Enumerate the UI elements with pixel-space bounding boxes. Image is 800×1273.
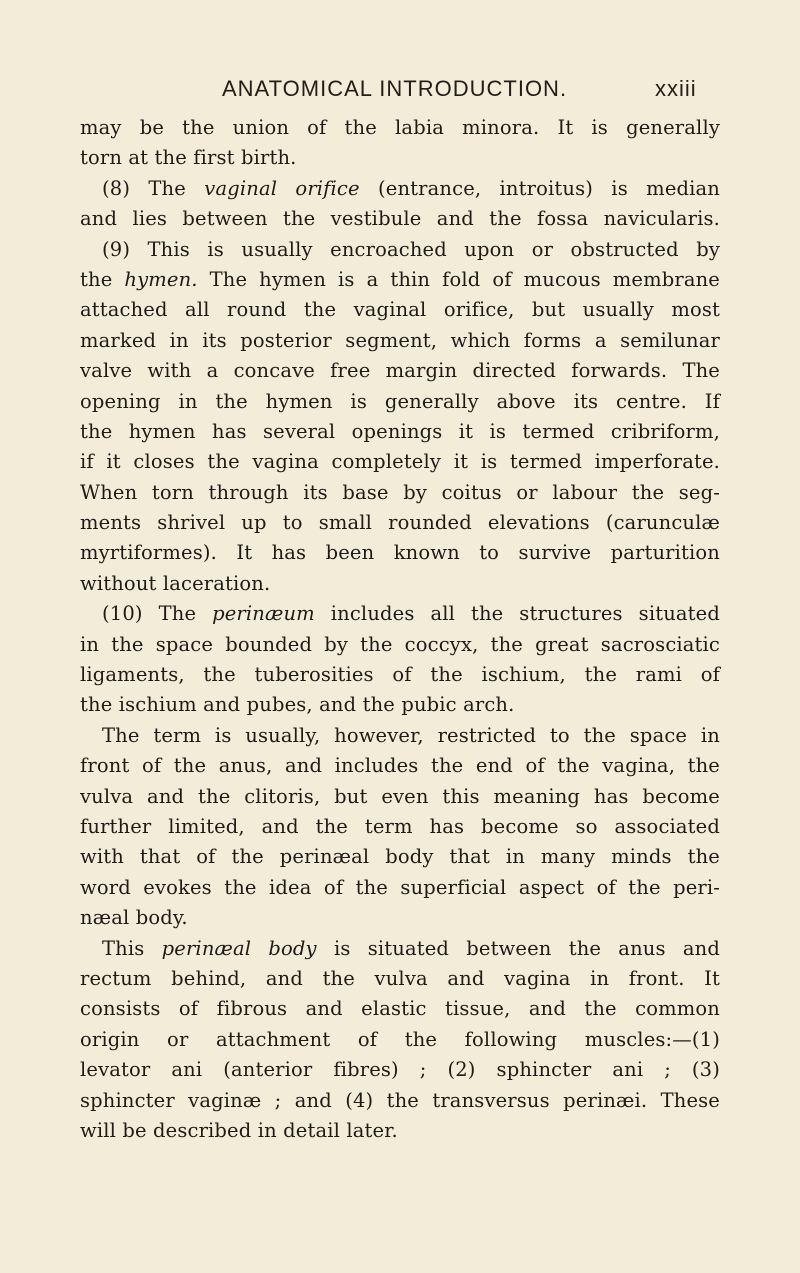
text-line: When torn through its base by coitus or labour the seg-	[80, 480, 720, 504]
text-line: in the space bounded by the coccyx, the great sacrosciatic	[80, 632, 720, 656]
text-line: attached all round the vaginal orifice, but usually most	[80, 298, 720, 322]
text-line: (9) This is usually encroached upon or obstructed by	[102, 237, 720, 261]
text-line: further limited, and the term has become so associated	[80, 814, 720, 838]
text-line: This perinæal body is situated between the anus and	[102, 936, 720, 960]
italic-term: perinæal body	[161, 936, 317, 960]
text-line: ments shrivel up to small rounded elevations (carunculæ	[80, 511, 720, 535]
text-line: and lies between the vestibule and the fossa navicularis.	[80, 207, 720, 231]
text-line: The term is usually, however, restricted to the space in	[102, 723, 720, 747]
running-title: ANATOMICAL INTRODUCTION.	[222, 76, 568, 101]
text-line: consists of fibrous and elastic tissue, and the common	[80, 997, 720, 1021]
text-line: if it closes the vagina completely it is termed imperforate.	[80, 450, 720, 474]
text-line: levator ani (anterior fibres) ; (2) sphincter ani ; (3)	[80, 1058, 720, 1082]
text-line: næal body.	[80, 906, 188, 930]
italic-term: perinæum	[212, 602, 315, 626]
text-line: sphincter vaginæ ; and (4) the transversus perinæi. These	[80, 1088, 720, 1112]
text-line: valve with a concave free margin directed forwards. The	[80, 359, 720, 383]
text-line: will be described in detail later.	[80, 1118, 398, 1142]
text-line: myrtiformes). It has been known to survive parturition	[80, 541, 720, 565]
text-line: ligaments, the tuberosities of the ischium, the rami of	[80, 663, 720, 687]
text-line: (8) The vaginal orifice (entrance, introitus) is median	[102, 176, 721, 200]
text-line: without laceration.	[80, 571, 271, 595]
text-line: opening in the hymen is generally above its centre. If	[80, 389, 720, 413]
text-line: origin or attachment of the following muscles:—(1)	[80, 1027, 720, 1051]
text-line: the ischium and pubes, and the pubic arch.	[80, 693, 515, 717]
text-line: torn at the first birth.	[80, 146, 297, 170]
page-header	[0, 76, 800, 106]
text-line: front of the anus, and includes the end of the vagina, the	[80, 754, 720, 778]
text-line: (10) The perinæum includes all the structures situated	[102, 602, 720, 626]
text-line: the hymen. The hymen is a thin fold of mucous membrane	[80, 267, 720, 291]
text-line: the hymen has several openings it is termed cribriform,	[80, 419, 720, 443]
page-number: xxiii	[655, 76, 697, 101]
text-line: marked in its posterior segment, which forms a semilunar	[80, 328, 720, 352]
body-text	[80, 113, 720, 1146]
text-line: may be the union of the labia minora. It is generally	[80, 116, 720, 139]
italic-term: vaginal orifice	[204, 176, 360, 200]
text-line: word evokes the idea of the superficial aspect of the peri-	[80, 875, 720, 899]
text-line: vulva and the clitoris, but even this meaning has become	[80, 784, 720, 808]
text-line: rectum behind, and the vulva and vagina in front. It	[80, 966, 720, 990]
italic-term: hymen.	[124, 267, 198, 291]
text-line: with that of the perinæal body that in many minds the	[80, 845, 720, 869]
